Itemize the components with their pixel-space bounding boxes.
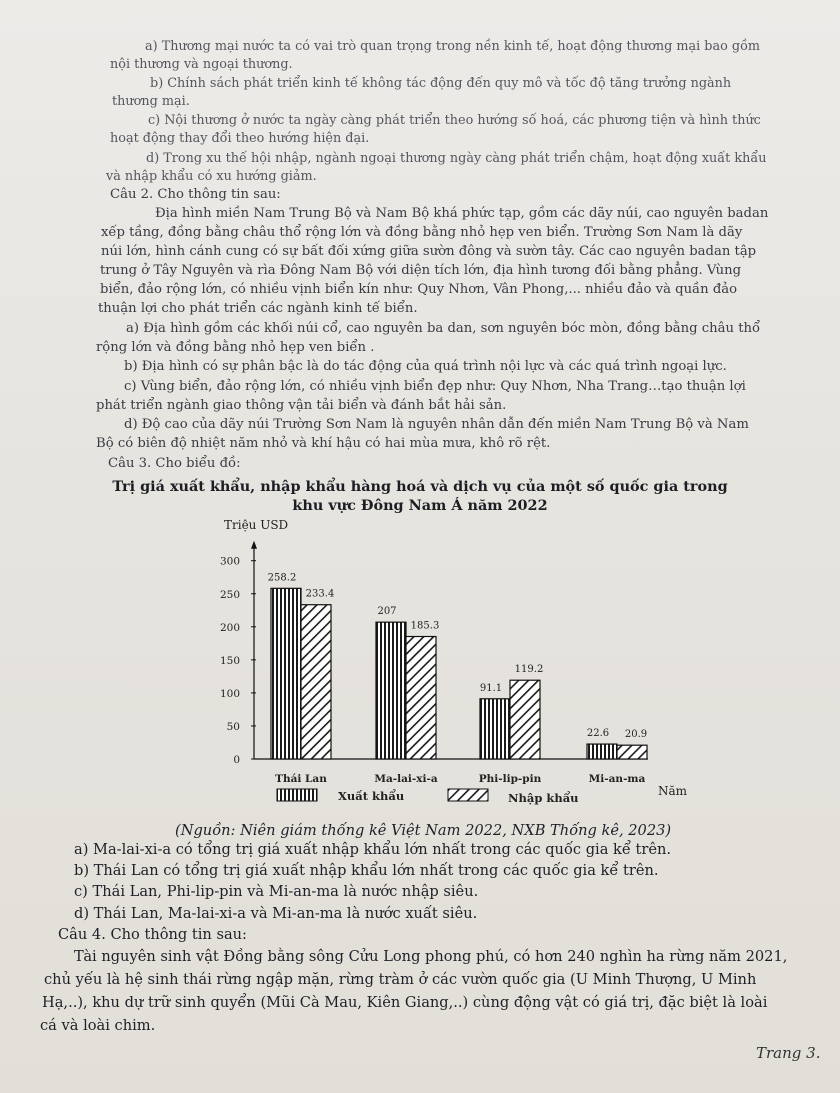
q2-paragraph-line: trung ở Tây Nguyên và rìa Đông Nam Bộ với diện tích lớn, địa hình tương đối bằng phẳng. Vùng	[100, 263, 742, 278]
bar-label-import: 233.4	[305, 588, 335, 600]
q2-paragraph-line: Địa hình miền Nam Trung Bộ và Nam Bộ khá phức tạp, gồm các dãy núi, cao nguyên badan	[155, 206, 769, 221]
legend-label-export: Xuất khẩu	[338, 789, 405, 803]
bar-import	[617, 745, 647, 759]
legend-label-import: Nhập khẩu	[508, 791, 579, 805]
page-number: Trang 3.	[756, 1044, 821, 1062]
y-tick-label: 100	[219, 687, 240, 700]
q2-option-a-line1: a) Địa hình gồm các khối núi cổ, cao nguyên ba dan, sơn nguyên bóc mòn, đồng bằng châu thổ	[126, 321, 761, 336]
bar-export	[376, 622, 406, 759]
bar-chart	[0, 510, 840, 815]
y-tick-label: 200	[219, 621, 240, 634]
bar-export	[480, 699, 510, 759]
q1-option-b-line2: thương mại.	[112, 94, 190, 109]
x-category-label: Phi-lip-pin	[478, 773, 542, 785]
bar-label-export: 91.1	[479, 682, 503, 694]
y-tick-label: 50	[226, 720, 240, 733]
q1-option-b-line1: b) Chính sách phát triển kinh tế không tác động đến quy mô và tốc độ tăng trưởng ngành	[150, 76, 732, 91]
q2-option-a-line2: rộng lớn và đồng bằng nhỏ hẹp ven biển .	[96, 340, 375, 355]
chart-source: (Nguồn: Niên giám thống kê Việt Nam 2022, NXB Thống kê, 2023)	[175, 822, 672, 839]
q3-option-d: d) Thái Lan, Ma-lai-xi-a và Mi-an-ma là nước xuất siêu.	[74, 905, 478, 922]
x-axis-labels	[275, 773, 645, 785]
q2-option-d-line1: d) Độ cao của dãy núi Trường Sơn Nam là nguyên nhân dẫn đến miền Nam Trung Bộ và Nam	[124, 417, 749, 432]
bar-import	[406, 637, 436, 759]
y-tick-label: 150	[219, 654, 240, 667]
q2-paragraph-line: núi lớn, hình cánh cung có sự bất đối xứng giữa sườn đông và sườn tây. Các cao nguyên badan tập	[101, 244, 757, 259]
bar-export	[587, 744, 617, 759]
q3-heading: Câu 3. Cho biểu đồ:	[108, 456, 241, 471]
q1-option-d-line1: d) Trong xu thế hội nhập, ngành ngoại thương ngày càng phát triển chậm, hoạt động xuất khẩu	[146, 151, 767, 166]
bars-group	[268, 572, 647, 759]
q2-paragraph-line: xếp tầng, đồng bằng châu thổ rộng lớn và đồng bằng nhỏ hẹp ven biển. Trường Sơn Nam là dãy	[101, 225, 743, 240]
x-axis-label: Năm	[658, 784, 688, 798]
q2-option-c-line2: phát triển ngành giao thông vận tải biển và đánh bắt hải sản.	[96, 398, 507, 413]
q2-option-d-line2: Bộ có biên độ nhiệt năm nhỏ và khí hậu có hai mùa mưa, khô rõ rệt.	[96, 436, 551, 451]
y-tick-label: 300	[219, 555, 240, 568]
q1-option-a-line2: nội thương và ngoại thương.	[110, 57, 293, 72]
q3-option-c: c) Thái Lan, Phi-lip-pin và Mi-an-ma là nước nhập siêu.	[74, 883, 479, 900]
legend-swatch-export	[277, 789, 317, 801]
bar-import	[301, 605, 331, 759]
q4-paragraph-line: Tài nguyên sinh vật Đồng bằng sông Cửu Long phong phú, có hơn 240 nghìn ha rừng năm 2021,	[74, 948, 788, 965]
q1-option-c-line1: c) Nội thương ở nước ta ngày càng phát triển theo hướng số hoá, các phương tiện và hình thức	[148, 113, 761, 128]
q1-option-c-line2: hoạt động thay đổi theo hướng hiện đại.	[110, 131, 370, 146]
q2-option-b: b) Địa hình có sự phân bậc là do tác động của quá trình nội lực và các quá trình ngoại lực.	[124, 359, 727, 374]
x-category-label: Thái Lan	[275, 773, 327, 785]
y-axis-arrow	[251, 541, 257, 549]
chart-title-line2: khu vực Đông Nam Á năm 2022	[292, 497, 548, 514]
bar-label-import: 185.3	[410, 620, 440, 632]
q1-option-d-line2: và nhập khẩu có xu hướng giảm.	[106, 169, 317, 184]
q4-paragraph-line: chủ yếu là hệ sinh thái rừng ngập mặn, rừng tràm ở các vườn quốc gia (U Minh Thượng, U Minh	[44, 971, 757, 988]
q2-paragraph-line: thuận lợi cho phát triển các ngành kinh tế biển.	[98, 301, 418, 316]
q4-heading: Câu 4. Cho thông tin sau:	[58, 926, 247, 943]
q2-paragraph-line: biển, đảo rộng lớn, có nhiều vịnh biển kín như: Quy Nhơn, Vân Phong,... nhiều đảo và quần đảo	[100, 282, 738, 297]
y-tick-label: 0	[233, 754, 240, 766]
y-axis-label: Triệu USD	[224, 518, 289, 532]
bar-label-import: 20.9	[624, 729, 648, 741]
chart-title-line1: Trị giá xuất khẩu, nhập khẩu hàng hoá và dịch vụ của một số quốc gia trong	[112, 478, 728, 495]
q2-heading: Câu 2. Cho thông tin sau:	[110, 187, 281, 202]
x-category-label: Mi-an-ma	[588, 773, 646, 785]
bar-label-import: 119.2	[514, 664, 544, 676]
bar-label-export: 22.6	[586, 728, 610, 740]
bar-label-export: 258.2	[267, 572, 297, 584]
bar-import	[510, 680, 540, 759]
q4-paragraph-line: Hạ,..), khu dự trữ sinh quyển (Mũi Cà Mau, Kiên Giang,..) cùng động vật có giá trị, đặc biệt là loài	[42, 994, 768, 1011]
legend-swatch-import	[448, 789, 488, 801]
q2-option-c-line1: c) Vùng biển, đảo rộng lớn, có nhiều vịnh biển đẹp như: Quy Nhơn, Nha Trang…tạo thuận lợi	[124, 379, 746, 394]
q3-option-b: b) Thái Lan có tổng trị giá xuất nhập khẩu lớn nhất trong các quốc gia kể trên.	[74, 862, 659, 879]
x-category-label: Ma-lai-xi-a	[374, 773, 438, 785]
q3-option-a: a) Ma-lai-xi-a có tổng trị giá xuất nhập khẩu lớn nhất trong các quốc gia kể trên.	[74, 841, 672, 858]
y-tick-label: 250	[219, 588, 240, 601]
bar-label-export: 207	[377, 606, 397, 618]
q4-paragraph-line: cá và loài chim.	[40, 1017, 156, 1034]
bar-export	[271, 588, 301, 759]
q1-option-a-line1: a) Thương mại nước ta có vai trò quan trọng trong nền kinh tế, hoạt động thương mại bao gồm	[145, 39, 761, 54]
